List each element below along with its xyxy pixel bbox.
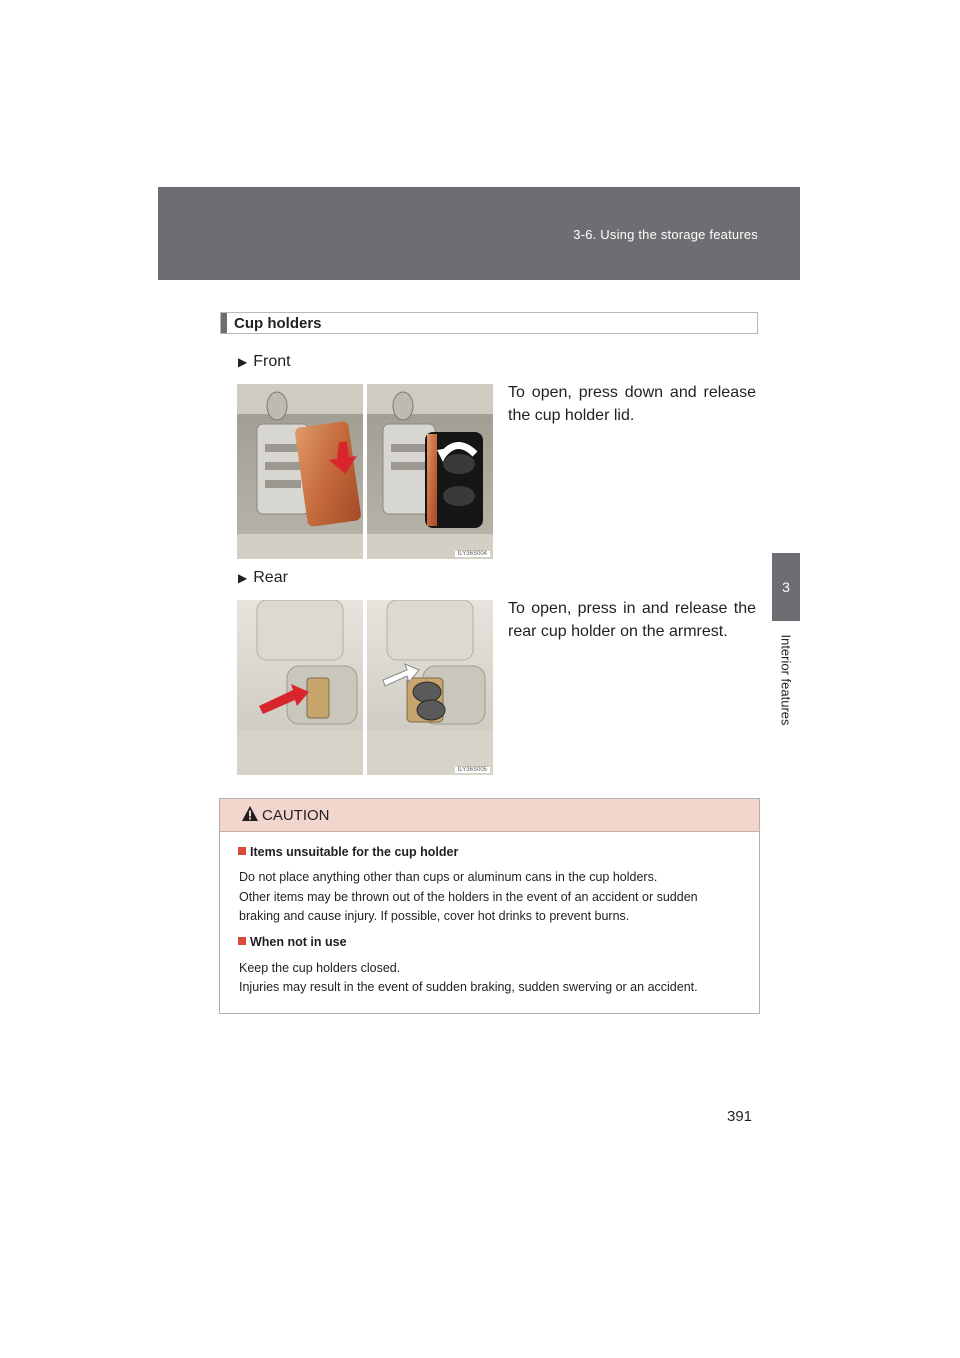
chapter-number: 3 (782, 579, 790, 595)
rear-label (238, 569, 288, 587)
rear-description: To open, press in and release the rear cup holder on the armrest. (508, 600, 756, 640)
rear-cup-holder-illustration (237, 600, 493, 775)
caution-item-heading (238, 845, 458, 859)
triangle-bullet-icon: ▶ (238, 571, 248, 585)
page-number: 391 (727, 1108, 753, 1125)
front-image-code: ILY36S004 (455, 551, 490, 557)
caution-header (220, 799, 759, 832)
caution-item-heading (238, 935, 347, 949)
triangle-bullet-icon: ▶ (238, 355, 248, 369)
header-section-title: 3-6. Using the storage features (573, 227, 758, 242)
square-bullet-icon (238, 847, 246, 855)
caution-line: Injuries may result in the event of sudden braking, sudden swerving or an accident. (239, 980, 698, 994)
front-label (238, 353, 291, 371)
section-heading-bar (221, 313, 227, 333)
caution-line: Keep the cup holders closed. (239, 961, 401, 975)
chapter-tab (772, 553, 800, 621)
front-label-text: Front (253, 353, 291, 370)
rear-image-code: ILY36S005 (455, 767, 490, 773)
caution-item-heading-text: When not in use (250, 935, 347, 949)
warning-icon (242, 806, 258, 821)
caution-line: Other items may be thrown out of the holders in the event of an accident or sudden (239, 890, 698, 904)
caution-line: braking and cause injury. If possible, cover hot drinks to prevent burns. (239, 909, 630, 923)
caution-box (219, 798, 760, 1014)
rear-cup-holder-svg (237, 600, 493, 775)
caution-line: Do not place anything other than cups or aluminum cans in the cup holders. (239, 870, 658, 884)
front-cup-holder-svg (237, 384, 493, 559)
rear-label-text: Rear (253, 569, 288, 586)
front-cup-holder-illustration (237, 384, 493, 559)
page-header (158, 187, 800, 280)
square-bullet-icon (238, 937, 246, 945)
section-title: Cup holders (234, 315, 322, 332)
front-description: To open, press down and release the cup holder lid. (508, 384, 756, 424)
section-heading (220, 312, 758, 334)
chapter-title: Interior features (778, 634, 794, 726)
caution-item-heading-text: Items unsuitable for the cup holder (250, 845, 459, 859)
caution-title: CAUTION (262, 807, 330, 824)
